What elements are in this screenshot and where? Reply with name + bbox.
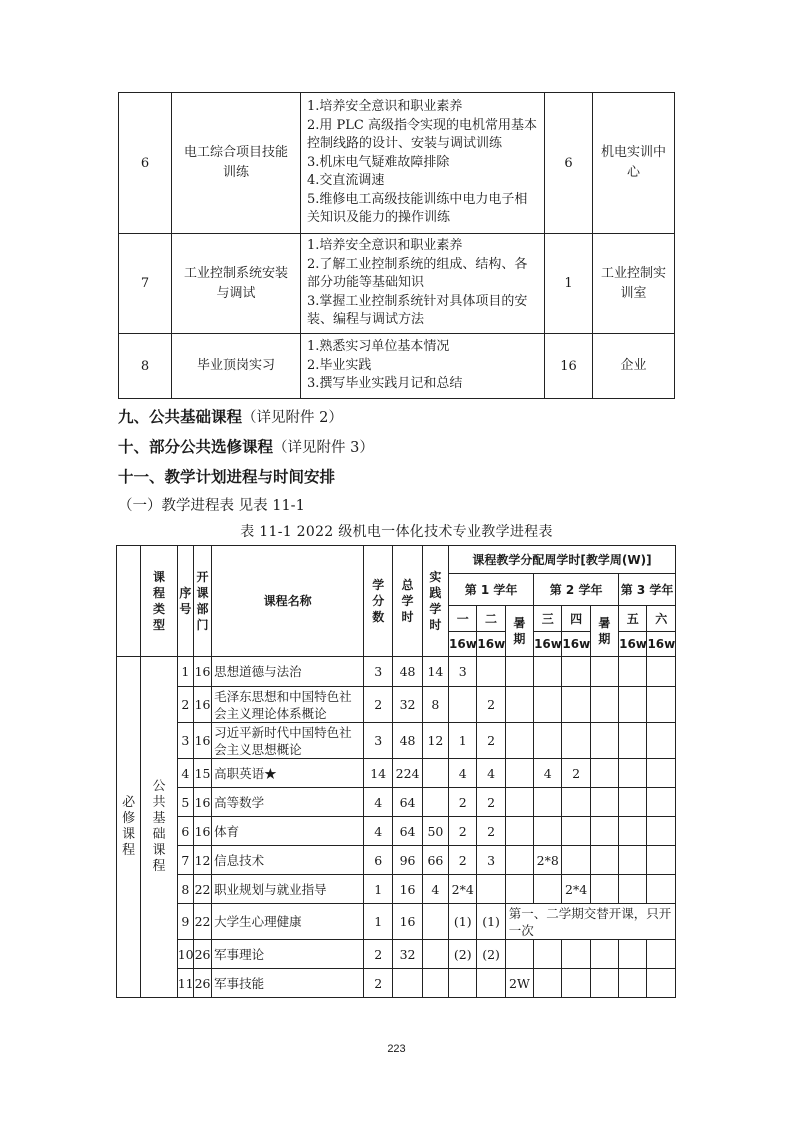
s2-cell: (2) (477, 940, 505, 969)
table-row (117, 875, 676, 904)
sm1-cell (505, 788, 533, 817)
category-public-basic: 公 共 基 础 课 程 (141, 657, 177, 998)
s6-cell (647, 969, 676, 998)
seq-cell: 2 (177, 687, 193, 723)
section-heading-10: 十、部分公共选修课程（详见附件 3） (118, 438, 374, 456)
s2-cell: 4 (477, 759, 505, 788)
header-course-name: 课程名称 (212, 546, 364, 657)
s6-cell (647, 687, 676, 723)
s2-cell (477, 657, 505, 687)
dept-cell: 22 (193, 904, 211, 940)
credits-cell: 2 (364, 969, 393, 998)
header-sem-3: 三 (534, 606, 562, 632)
row-number: 6 (119, 93, 172, 234)
training-row (119, 334, 675, 399)
sm2-cell (590, 723, 618, 759)
sm1-cell (505, 817, 533, 846)
dept-cell: 16 (193, 687, 211, 723)
seq-cell: 1 (177, 657, 193, 687)
project-name: 工业控制系统安装与调试 (172, 234, 301, 334)
s4-cell (562, 788, 590, 817)
project-name: 毕业顶岗实习 (172, 334, 301, 399)
seq-cell: 9 (177, 904, 193, 940)
s3-cell (534, 940, 562, 969)
dept-cell: 22 (193, 875, 211, 904)
seq-cell: 3 (177, 723, 193, 759)
sm1-cell (505, 846, 533, 875)
course-name: 大学生心理健康 (212, 904, 364, 940)
project-content (301, 334, 545, 399)
sm1-cell (505, 723, 533, 759)
header-sem-6: 六 (647, 606, 676, 632)
s5-cell (619, 875, 647, 904)
header-course-type: 课 程 类 型 (141, 546, 177, 657)
hours-cell: 64 (393, 817, 422, 846)
table-row (117, 904, 676, 940)
table-row (117, 687, 676, 723)
week-count: 16 (545, 334, 593, 399)
header-summer-2: 暑 期 (590, 606, 618, 657)
s1-cell: 3 (449, 657, 477, 687)
header-sem-1: 一 (449, 606, 477, 632)
seq-cell: 4 (177, 759, 193, 788)
header-year-3: 第 3 学年 (619, 574, 676, 606)
course-name: 军事理论 (212, 940, 364, 969)
s6-cell (647, 940, 676, 969)
course-name: 高职英语★ (212, 759, 364, 788)
header-sem-5: 五 (619, 606, 647, 632)
s2-cell: 2 (477, 817, 505, 846)
s2-cell (477, 875, 505, 904)
content-line: 4.交直流调速 (307, 173, 385, 189)
content-line: 3.掌握工业控制系统针对具体项目的安装、编程与调试方法 (307, 293, 528, 328)
s4-cell (562, 687, 590, 723)
s5-cell (619, 687, 647, 723)
dept-cell: 26 (193, 940, 211, 969)
sem-2-cell: (1) (477, 904, 505, 940)
credits-cell: 3 (364, 723, 393, 759)
s4-cell (562, 817, 590, 846)
seq-cell: 11 (177, 969, 193, 998)
hours-cell: 16 (393, 904, 422, 940)
header-weeks-3: 16w (534, 632, 562, 657)
hours-cell (393, 969, 422, 998)
sm1-cell (505, 875, 533, 904)
dept-cell: 12 (193, 846, 211, 875)
dept-cell: 16 (193, 657, 211, 687)
s3-cell (534, 875, 562, 904)
hours-cell: 224 (393, 759, 422, 788)
row-number: 7 (119, 234, 172, 334)
content-line: 3.机床电气疑难故障排除 (307, 154, 450, 170)
sm2-cell (590, 875, 618, 904)
course-name: 体育 (212, 817, 364, 846)
sm2-cell (590, 969, 618, 998)
corner-cell (117, 546, 141, 657)
s6-cell (647, 723, 676, 759)
practice-cell: 4 (422, 875, 448, 904)
s3-cell (534, 788, 562, 817)
s4-cell (562, 846, 590, 875)
s6-cell (647, 846, 676, 875)
practice-cell (422, 969, 448, 998)
week-count: 6 (545, 93, 593, 234)
project-name: 电工综合项目技能训练 (172, 93, 301, 234)
section-heading-9: 九、公共基础课程（详见附件 2） (118, 408, 343, 426)
s6-cell (647, 875, 676, 904)
header-allocation: 课程教学分配周学时[教学周(W)] (449, 546, 676, 574)
dept-cell: 16 (193, 723, 211, 759)
s4-cell (562, 969, 590, 998)
s5-cell (619, 846, 647, 875)
s6-cell (647, 759, 676, 788)
s3-cell (534, 723, 562, 759)
s2-cell (477, 969, 505, 998)
table-row (117, 723, 676, 759)
s1-cell: (2) (449, 940, 477, 969)
s1-cell: 1 (449, 723, 477, 759)
s3-cell (534, 657, 562, 687)
practice-cell: 50 (422, 817, 448, 846)
credits-cell: 4 (364, 817, 393, 846)
page-number: 223 (387, 1043, 406, 1055)
content-line: 1.熟悉实习单位基本情况 (307, 339, 450, 355)
s1-cell: 2 (449, 846, 477, 875)
training-location: 机电实训中心 (593, 93, 675, 234)
sm2-cell (590, 687, 618, 723)
table-caption: 表 11-1 2022 级机电一体化技术专业教学进程表 (240, 524, 553, 540)
training-location: 工业控制实训室 (593, 234, 675, 334)
header-summer-1: 暑 期 (505, 606, 533, 657)
training-location: 企业 (593, 334, 675, 399)
s1-cell: 2 (449, 788, 477, 817)
seq-cell: 8 (177, 875, 193, 904)
credits-cell: 14 (364, 759, 393, 788)
sm1-cell (505, 940, 533, 969)
course-name: 习近平新时代中国特色社会主义思想概论 (212, 723, 364, 759)
content-line: 5.维修电工高级技能训练中电力电子相关知识及能力的操作训练 (307, 191, 528, 226)
s4-cell: 2 (562, 759, 590, 788)
s5-cell (619, 788, 647, 817)
s2-cell: 3 (477, 846, 505, 875)
s2-cell: 2 (477, 687, 505, 723)
content-line: 2.用 PLC 高级指令实现的电机常用基本控制线路的设计、安装与调试训练 (307, 117, 537, 152)
dept-cell: 15 (193, 759, 211, 788)
hours-cell: 32 (393, 940, 422, 969)
header-weeks-2: 16w (477, 632, 505, 657)
seq-cell: 10 (177, 940, 193, 969)
s2-cell: 2 (477, 788, 505, 817)
s1-cell: 2 (449, 817, 477, 846)
project-content (301, 234, 545, 334)
credits-cell: 2 (364, 687, 393, 723)
hours-cell: 16 (393, 875, 422, 904)
table-row (117, 788, 676, 817)
header-practice-hours: 实 践 学 时 (422, 546, 448, 657)
table-row (117, 846, 676, 875)
practice-cell: 66 (422, 846, 448, 875)
header-total-hours: 总 学 时 (393, 546, 422, 657)
credits-cell: 3 (364, 657, 393, 687)
training-row (119, 93, 675, 234)
header-weeks-1: 16w (449, 632, 477, 657)
sm1-cell (505, 687, 533, 723)
s4-cell (562, 723, 590, 759)
subsection-heading: （一）教学进程表 见表 11-1 (118, 498, 305, 514)
week-count: 1 (545, 234, 593, 334)
s1-cell: 4 (449, 759, 477, 788)
content-line: 1.培养安全意识和职业素养 (307, 238, 463, 254)
content-line: 3.撰写毕业实践月记和总结 (307, 376, 463, 392)
practice-cell (422, 759, 448, 788)
dept-cell: 26 (193, 969, 211, 998)
sm1-cell (505, 657, 533, 687)
s5-cell (619, 723, 647, 759)
s3-cell: 4 (534, 759, 562, 788)
sm2-cell (590, 940, 618, 969)
project-content (301, 93, 545, 234)
seq-cell: 6 (177, 817, 193, 846)
header-year-1: 第 1 学年 (449, 574, 534, 606)
seq-cell: 5 (177, 788, 193, 817)
hours-cell: 48 (393, 723, 422, 759)
sm2-cell (590, 657, 618, 687)
sem-1-cell: (1) (449, 904, 477, 940)
header-dept: 开 课 部 门 (193, 546, 211, 657)
credits-cell: 2 (364, 940, 393, 969)
section-heading-11: 十一、教学计划进程与时间安排 (118, 468, 336, 486)
s5-cell (619, 940, 647, 969)
content-line: 1.培养安全意识和职业素养 (307, 99, 463, 115)
practice-cell: 12 (422, 723, 448, 759)
content-line: 2.了解工业控制系统的组成、结构、各部分功能等基础知识 (307, 256, 528, 291)
s3-cell (534, 969, 562, 998)
row-number: 8 (119, 334, 172, 399)
practice-cell (422, 940, 448, 969)
practical-training-table (118, 92, 675, 399)
s3-cell (534, 687, 562, 723)
s6-cell (647, 788, 676, 817)
sm2-cell (590, 759, 618, 788)
course-name: 高等数学 (212, 788, 364, 817)
credits-cell: 1 (364, 904, 393, 940)
course-name: 毛泽东思想和中国特色社会主义理论体系概论 (212, 687, 364, 723)
table-row (117, 759, 676, 788)
teaching-schedule-table (116, 545, 676, 998)
s2-cell: 2 (477, 723, 505, 759)
table-row (117, 940, 676, 969)
dept-cell: 16 (193, 788, 211, 817)
s4-cell (562, 657, 590, 687)
header-sem-4: 四 (562, 606, 590, 632)
header-credits: 学 分 数 (364, 546, 393, 657)
hours-cell: 32 (393, 687, 422, 723)
hours-cell: 64 (393, 788, 422, 817)
credits-cell: 4 (364, 788, 393, 817)
s5-cell (619, 657, 647, 687)
content-line: 2.毕业实践 (307, 357, 372, 373)
seq-cell: 7 (177, 846, 193, 875)
practice-cell: 8 (422, 687, 448, 723)
s5-cell (619, 759, 647, 788)
header-weeks-5: 16w (619, 632, 647, 657)
practice-cell (422, 788, 448, 817)
practice-cell: 14 (422, 657, 448, 687)
s3-cell (534, 817, 562, 846)
alternating-note: 第一、二学期交替开课，只开一次 (505, 904, 675, 940)
s6-cell (647, 817, 676, 846)
sm1-cell (505, 759, 533, 788)
course-name: 军事技能 (212, 969, 364, 998)
sm2-cell (590, 817, 618, 846)
practice-cell (422, 904, 448, 940)
course-name: 思想道德与法治 (212, 657, 364, 687)
s1-cell: 2*4 (449, 875, 477, 904)
table-row (117, 817, 676, 846)
s3-cell: 2*8 (534, 846, 562, 875)
s6-cell (647, 657, 676, 687)
table-row (117, 969, 676, 998)
hours-cell: 96 (393, 846, 422, 875)
sm2-cell (590, 788, 618, 817)
sm1-cell: 2W (505, 969, 533, 998)
s4-cell: 2*4 (562, 875, 590, 904)
header-year-2: 第 2 学年 (534, 574, 619, 606)
dept-cell: 16 (193, 817, 211, 846)
hours-cell: 48 (393, 657, 422, 687)
s4-cell (562, 940, 590, 969)
course-name: 职业规划与就业指导 (212, 875, 364, 904)
credits-cell: 1 (364, 875, 393, 904)
s1-cell (449, 687, 477, 723)
header-weeks-4: 16w (562, 632, 590, 657)
header-sem-2: 二 (477, 606, 505, 632)
header-weeks-6: 16w (647, 632, 676, 657)
s5-cell (619, 817, 647, 846)
header-seq: 序 号 (177, 546, 193, 657)
training-row (119, 234, 675, 334)
table-row (117, 657, 676, 687)
category-required: 必 修 课 程 (117, 657, 141, 998)
s1-cell (449, 969, 477, 998)
course-name: 信息技术 (212, 846, 364, 875)
s5-cell (619, 969, 647, 998)
sm2-cell (590, 846, 618, 875)
credits-cell: 6 (364, 846, 393, 875)
